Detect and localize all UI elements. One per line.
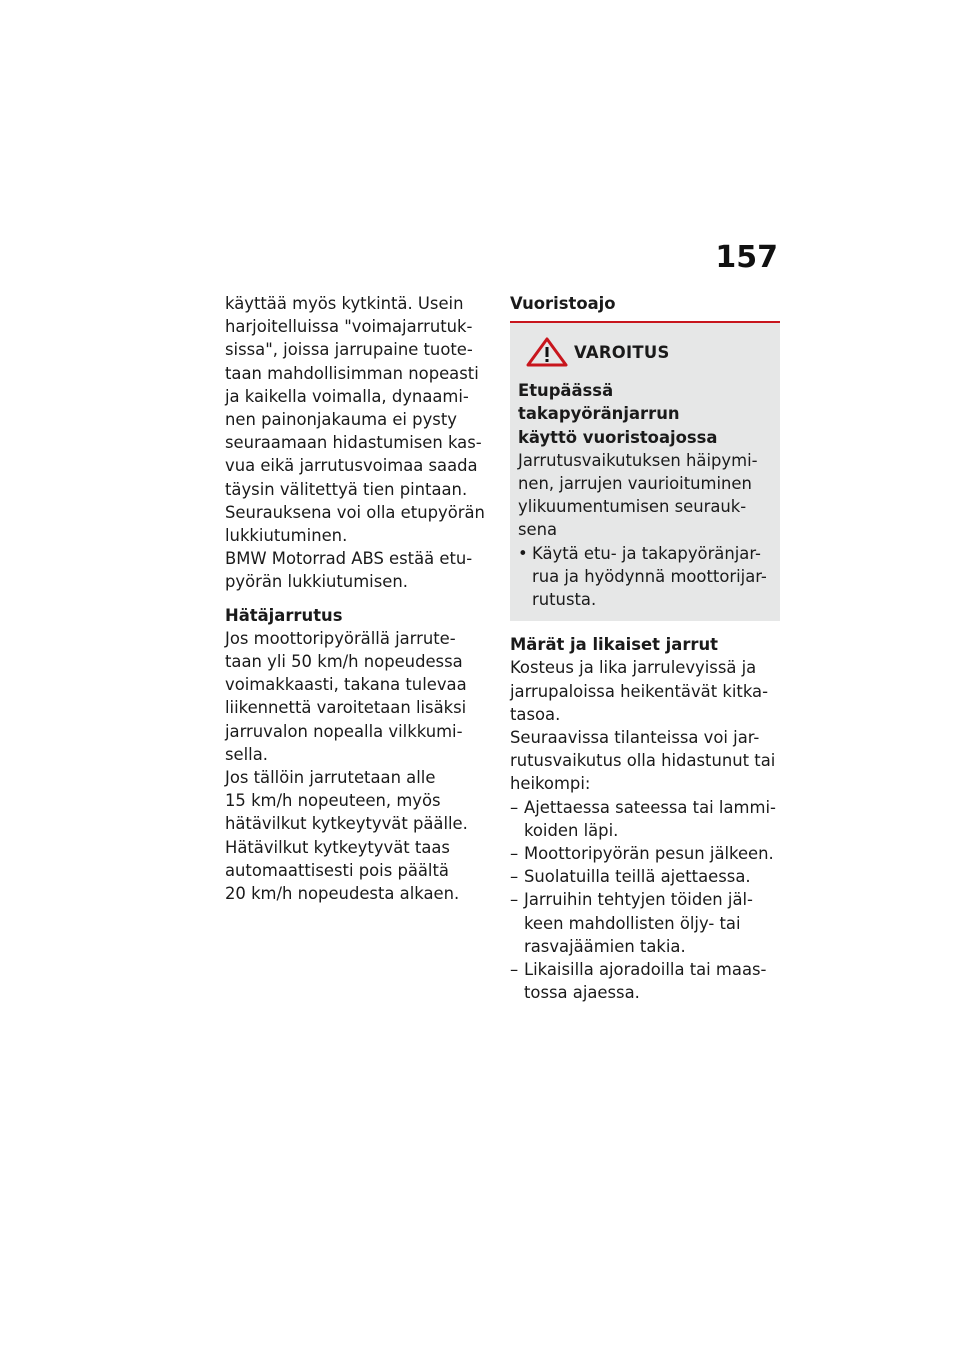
warning-box <box>510 321 780 621</box>
list-item: – Likaisilla ajoradoilla tai maas- tossa ajaessa. <box>510 958 780 1004</box>
warning-body: Jarrutusvaikutuksen häipymi- nen, jarrujen vaurioituminen ylikuumentumisen seurauk- sena <box>518 450 758 540</box>
conditions-list <box>510 796 780 1005</box>
warning-header <box>518 337 770 367</box>
list-item: – Moottoripyörän pesun jälkeen. <box>510 842 780 865</box>
emergency-braking-heading: Hätäjarrutus <box>225 605 343 625</box>
warning-triangle-icon <box>526 337 568 367</box>
emergency-paragraph-2: Jos tällöin jarrutetaan alle 15 km/h nopeuteen, myös hätävilkut kytkeytyvät päälle. Hätävilkut kytkeytyvät taas automaattisesti pois päältä 20 km/h nopeudesta alkaen. <box>225 768 468 904</box>
warning-label: VAROITUS <box>574 342 670 362</box>
list-item: • Käytä etu- ja takapyöränjar- rua ja hyödynnä moottorijar- rutusta. <box>518 542 770 612</box>
left-column <box>225 292 487 905</box>
wet-dirty-brakes-heading: Märät ja likaiset jarrut <box>510 635 719 655</box>
list-item: – Ajettaessa sateessa tai lammi- koiden läpi. <box>510 796 780 842</box>
wet-paragraph-2: Seuraavissa tilanteissa voi jar- rutusvaikutus olla hidastunut tai heikompi: <box>510 728 776 794</box>
emergency-paragraph-1: Jos moottoripyörällä jarrute- taan yli 50 km/h nopeudessa voimakkaasti, takana tulevaa liikennettä varoitetaan lisäksi jarruvalon nopealla vilkkumi- sella. <box>225 628 467 764</box>
warning-instruction-list <box>518 542 770 612</box>
warning-title: Etupäässä takapyöränjarrun käyttö vuoristoajossa <box>518 381 718 447</box>
intro-paragraph: käyttää myös kytkintä. Usein harjoitelluissa "voimajarrutuk- sissa", joissa jarrupaine tuote- taan mahdollisimman nopeasti ja kaikella voimalla, dynaami- nen painonjakauma ei pysty seuraamaan hidastumisen kas- vua eikä jarrutusvoimaa saada täysin välitettyä tien pintaan. Seurauksena voi olla etupyörän lukkiutuminen. <box>225 294 485 546</box>
right-column <box>510 292 780 1004</box>
page-number: 157 <box>715 240 778 275</box>
wet-paragraph-1: Kosteus ja lika jarrulevyissä ja jarrupaloissa heikentävät kitka- tasoa. <box>510 658 768 724</box>
mountain-riding-heading: Vuoristoajo <box>510 294 616 313</box>
list-item: – Jarruihin tehtyjen töiden jäl- keen mahdollisten öljy- tai rasvajäämien takia. <box>510 888 780 958</box>
list-item: – Suolatuilla teillä ajettaessa. <box>510 865 780 888</box>
abs-paragraph: BMW Motorrad ABS estää etu- pyörän lukkiutumisen. <box>225 549 473 592</box>
